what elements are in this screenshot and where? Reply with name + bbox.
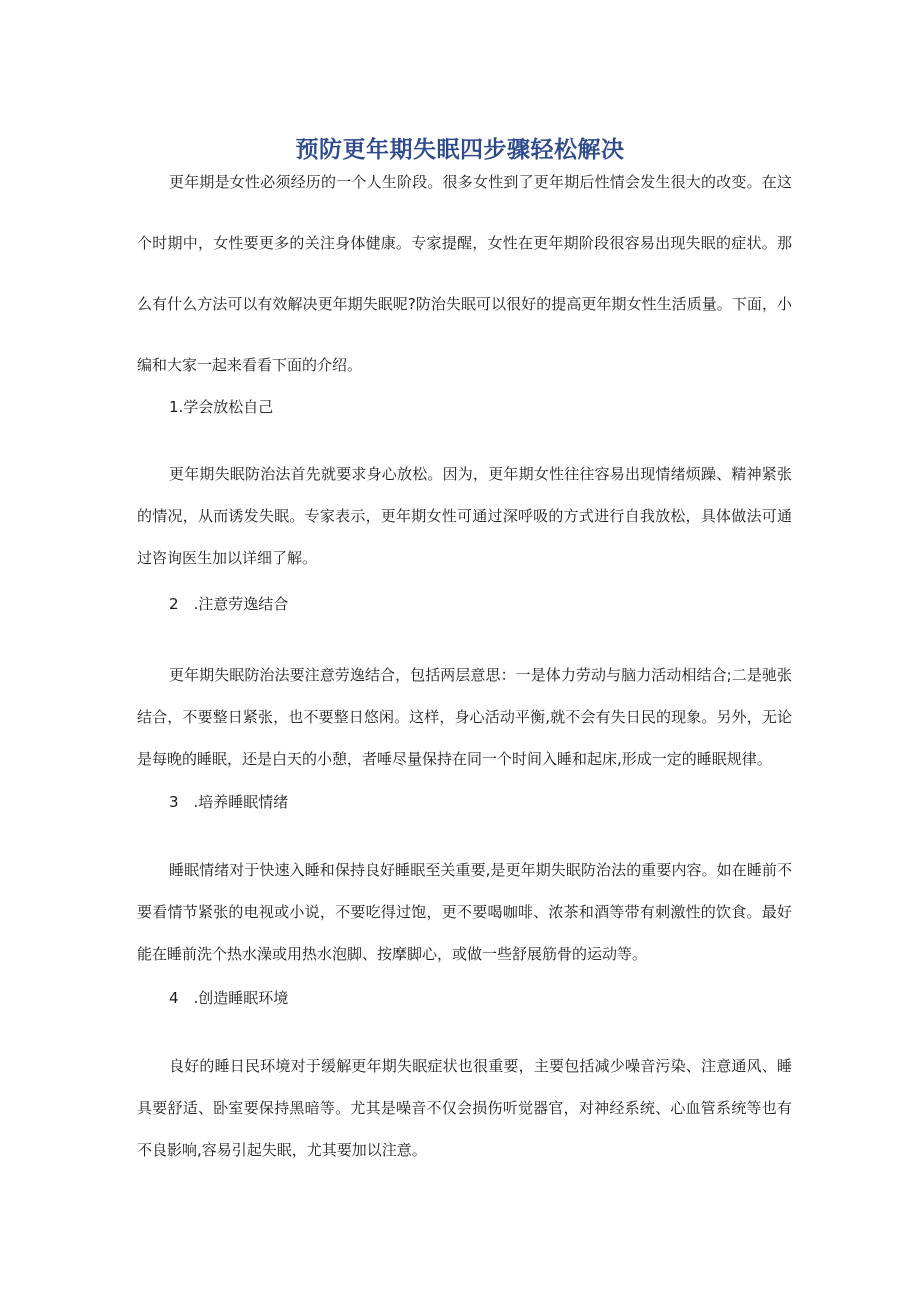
section-body-3: 睡眠情绪对于快速入睡和保持良好睡眠至关重要,是更年期失眠防治法的重要内容。如在睡前不要看情节紧张的电视或小说，不要吃得过饱，更不要喝咖啡、浓茶和酒等带有刺激性的饮食。最好能在睡前洗个热水澡或用热水泡脚、按摩脚心，或做一些舒展筋骨的运动等。 [137,861,792,963]
section-heading-2: 2 .注意劳逸结合 [169,595,289,613]
section-body-2: 更年期失眠防治法要注意劳逸结合，包括两层意思：一是体力劳动与脑力活动相结合;二是驰张结合，不要整日紧张，也不要整日悠闲。这样，身心活动平衡,就不会有失日民的现象。另外，无论是每晚的睡眠，还是白天的小憩，者唾尽量保持在同一个时间入睡和起床,形成一定的睡眠规律。 [137,666,792,768]
intro-paragraph: 更年期是女性必须经历的一个人生阶段。很多女性到了更年期后性情会发生很大的改变。在这个时期中，女性要更多的关注身体健康。专家提醒，女性在更年期阶段很容易出现失眠的症状。那么有什么方法可以有效解决更年期失眠呢?防治失眠可以很好的提高更年期女性生活质量。下面，小编和大家一起来看看下面的介绍。 [137,173,792,374]
section-body-1: 更年期失眠防治法首先就要求身心放松。因为，更年期女性往往容易出现情绪烦躁、精神紧张的情况，从而诱发失眠。专家表示，更年期女性可通过深呼吸的方式进行自我放松，具体做法可通过咨询医生加以详细了解。 [137,465,792,567]
section-body-4: 良好的睡日民环境对于缓解更年期失眠症状也很重要，主要包括减少噪音污染、注意通风、睡具要舒适、卧室要保持黑暗等。尤其是噪音不仅会损伤听觉器官，对神经系统、心血管系统等也有不良影响,容易引起失眠，尤其要加以注意。 [137,1057,792,1159]
section-heading-4: 4 .创造睡眠环境 [169,989,289,1007]
section-heading-1: 1.学会放松自己 [169,398,274,416]
document-title: 预防更年期失眠四步骤轻松解决 [295,137,625,164]
section-heading-3: 3 .培养睡眠情绪 [169,793,289,811]
